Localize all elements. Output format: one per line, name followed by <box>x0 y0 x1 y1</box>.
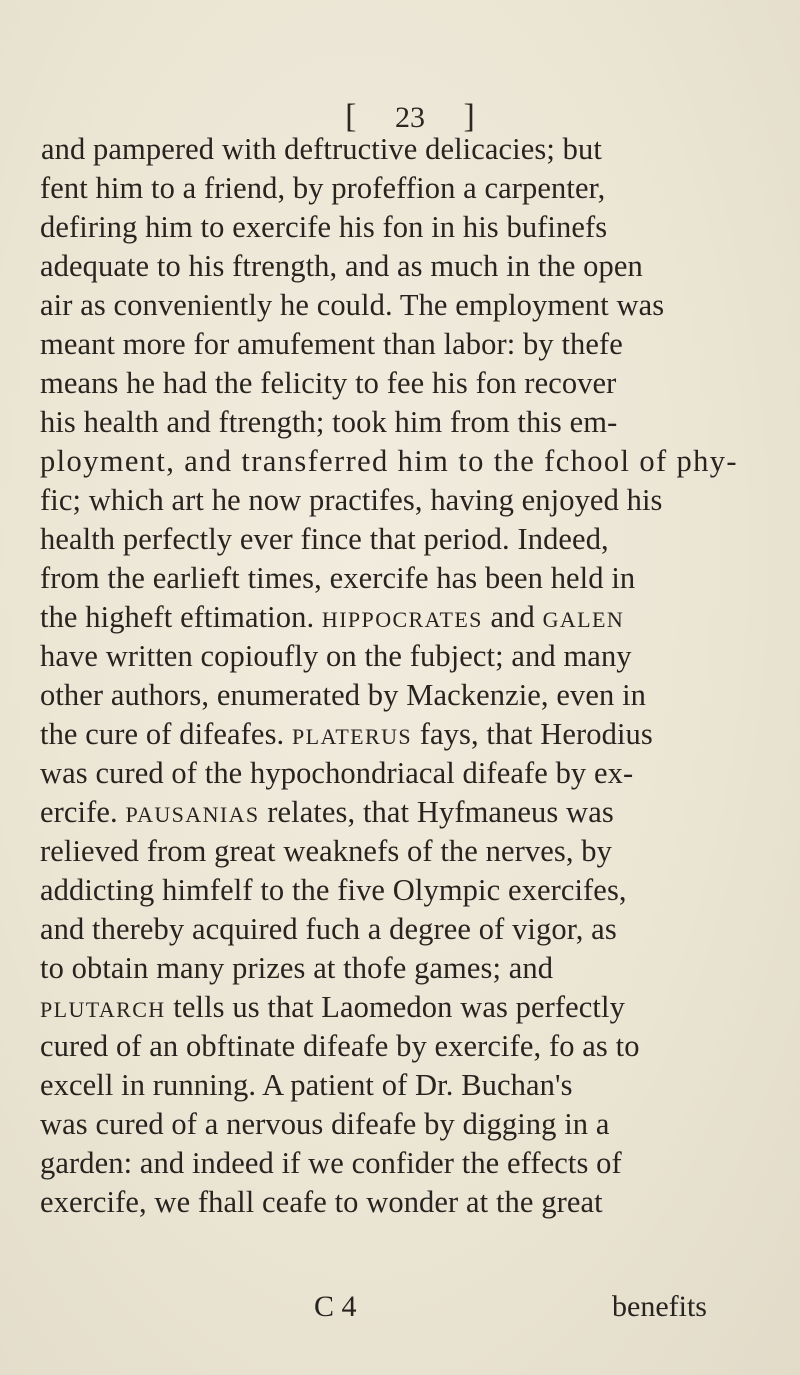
name-galen: GALEN <box>542 607 625 632</box>
page-number: 23 <box>395 101 425 134</box>
line-text: meant more for amufement than labor: by thefe <box>40 327 623 361</box>
text-line <box>40 910 617 948</box>
line-text: ployment, and transferred him to the fchool of phy- <box>40 444 738 478</box>
name-hippocrates: HIPPOCRATES <box>321 607 483 632</box>
line-text: and pampered with deftructive delicacies; but <box>41 132 602 166</box>
text-line <box>40 559 635 597</box>
line-text: and <box>482 600 543 634</box>
line-text: means he had the felicity to fee his fon recover <box>40 366 617 400</box>
text-line <box>40 1027 640 1065</box>
line-text: fic; which art he now practifes, having enjoyed his <box>40 483 663 517</box>
text-line <box>40 715 653 756</box>
text-line <box>40 1183 603 1221</box>
text-line <box>40 481 663 519</box>
text-line <box>40 598 624 639</box>
text-line <box>40 754 633 792</box>
line-text: relieved from great weaknefs of the nerves, by <box>40 834 612 868</box>
text-line <box>40 832 612 870</box>
text-line <box>40 169 605 207</box>
line-text: addicting himfelf to the five Olympic exercifes, <box>40 873 627 907</box>
line-text: other authors, enumerated by Mackenzie, even in <box>40 678 646 712</box>
text-line <box>40 1066 573 1104</box>
line-text: the higheft eftimation. <box>40 600 322 634</box>
text-line <box>40 520 609 558</box>
line-text: air as conveniently he could. The employment was <box>40 288 665 322</box>
text-line <box>41 130 602 168</box>
text-line <box>40 364 616 402</box>
line-text: from the earlieft times, exercife has been held in <box>40 561 636 595</box>
line-text: his health and ftrength; took him from this em- <box>40 405 618 439</box>
line-text: have written copioufly on the fubject; and many <box>40 639 632 673</box>
line-text: cured of an obftinate difeafe by exercife, fo as to <box>40 1029 640 1063</box>
text-line <box>40 637 632 675</box>
name-platerus: PLATERUS <box>292 724 412 749</box>
line-text: garden: and indeed if we confider the effects of <box>40 1146 622 1180</box>
text-line <box>40 1105 610 1143</box>
open-bracket: [ <box>345 98 357 135</box>
line-text: ercife. <box>40 795 126 829</box>
text-line <box>40 988 625 1029</box>
line-text: defiring him to exercife his fon in his bufinefs <box>40 210 608 244</box>
text-line <box>40 403 617 441</box>
line-text: adequate to his ftrength, and as much in the open <box>40 249 643 283</box>
line-text: relates, that Hyfmaneus was <box>259 795 614 829</box>
text-line <box>40 208 607 246</box>
text-line <box>40 793 614 834</box>
close-bracket: ] <box>463 98 475 135</box>
text-line <box>40 247 643 285</box>
text-line <box>40 676 646 714</box>
line-text: was cured of a nervous difeafe by digging in a <box>40 1107 610 1141</box>
text-line <box>40 325 623 363</box>
page-footer <box>0 1290 800 1330</box>
line-text: excell in running. A patient of Dr. Buchan's <box>40 1068 573 1102</box>
name-pausanias: PAUSANIAS <box>125 802 260 827</box>
catchword: benefits <box>612 1290 707 1323</box>
line-text: to obtain many prizes at thofe games; and <box>40 951 554 985</box>
line-text: the cure of difeafes. <box>40 717 292 751</box>
line-text: was cured of the hypochondriacal difeafe by ex- <box>40 756 634 790</box>
text-line <box>40 286 664 324</box>
line-text: tells us that Laomedon was perfectly <box>165 990 625 1024</box>
line-text: health perfectly ever fince that period. Indeed, <box>40 522 609 556</box>
name-plutarch: PLUTARCH <box>40 997 166 1022</box>
text-line <box>40 442 738 480</box>
text-line <box>40 1144 622 1182</box>
line-text: fays, that Herodius <box>412 717 653 751</box>
text-line <box>40 871 627 909</box>
line-text: exercife, we fhall ceafe to wonder at the great <box>40 1185 603 1219</box>
signature-mark: C 4 <box>314 1290 357 1323</box>
text-line <box>40 949 553 987</box>
line-text: and thereby acquired fuch a degree of vigor, as <box>40 912 617 946</box>
line-text: fent him to a friend, by profeffion a carpenter, <box>40 171 606 205</box>
